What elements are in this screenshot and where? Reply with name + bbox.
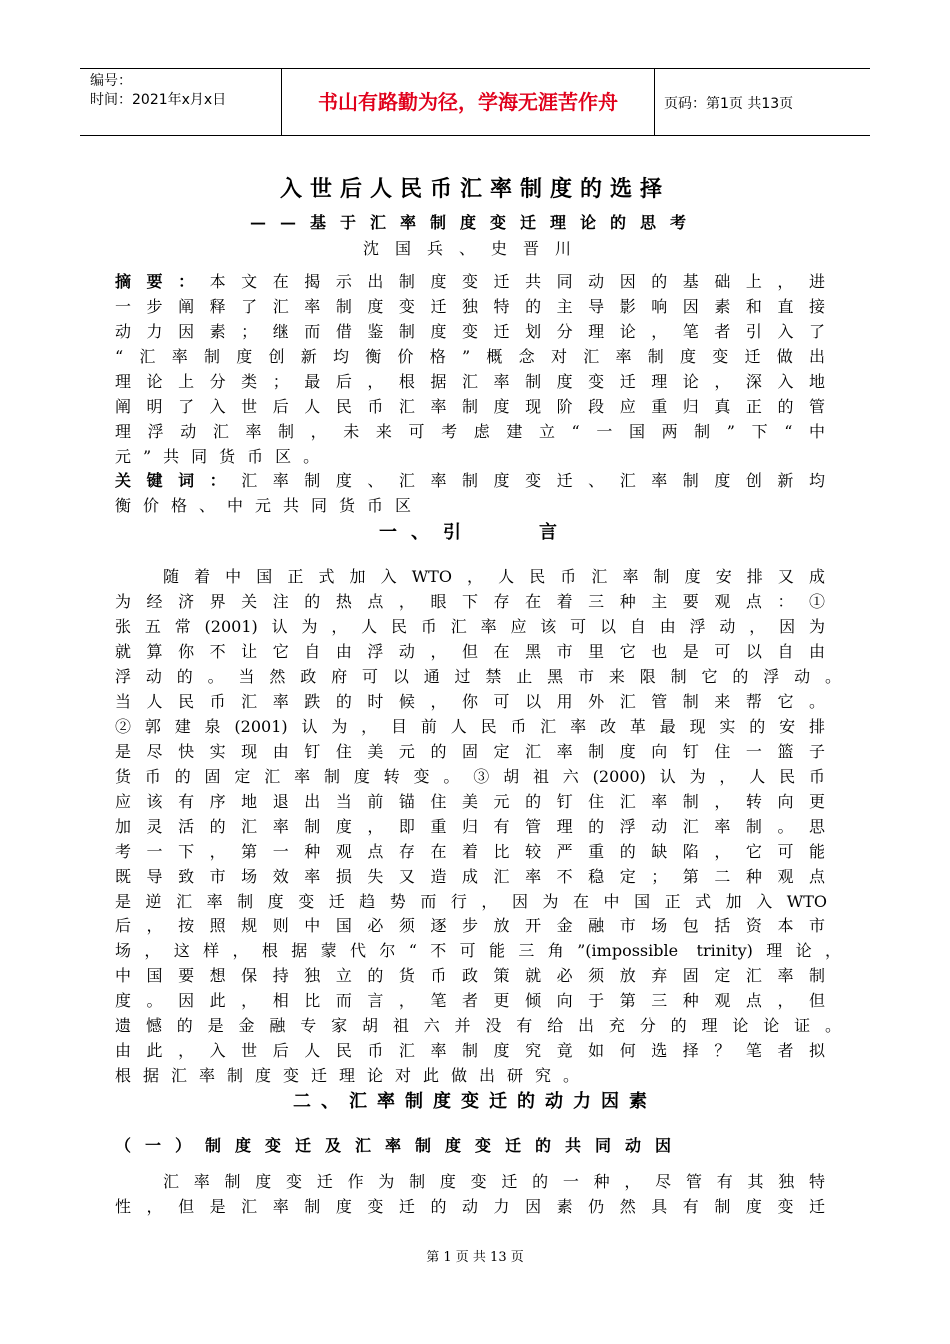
section-heading: 二、汇率制度变迁的动力因素 (293, 1091, 657, 1112)
abstract-line: 动力因素；继而借鉴制度变迁划分理论，笔者引入了 (115, 322, 825, 341)
keywords-line: 衡价格、中元共同货币区 (115, 496, 424, 515)
paper-authors: 沈国兵、史晋川 (362, 239, 587, 258)
body-line: 就算你不让它自由浮动，但在黑市里它也是可以自由 (115, 642, 825, 661)
body-line: 随着中国正式加入WTO，人民币汇率制度安排又成 (163, 567, 825, 586)
document-date-label: 时间：2021年x月x日 (90, 92, 227, 108)
keywords-label: 关键词： (115, 471, 242, 490)
keywords-line: 关键词：汇率制度、汇率制度变迁、汇率制度创新均 (115, 471, 825, 490)
abstract-line: 一步阐释了汇率制度变迁独特的主导影响因素和直接 (115, 297, 825, 316)
body-line: 遗憾的是金融专家胡祖六并没有给出充分的理论论证。 (115, 1016, 841, 1035)
abstract-line: 摘要：本文在揭示出制度变迁共同动因的基础上，进 (115, 272, 825, 291)
body-line: 货币的固定汇率制度转变。③胡祖六(2000)认为，人民币 (115, 767, 825, 786)
body-line: 为经济界关注的热点，眼下存在着三种主要观点：① (115, 592, 825, 611)
body-line: 加灵活的汇率制度，即重归有管理的浮动汇率制。思 (115, 817, 825, 836)
body-line: 是逆汇率制度变迁趋势而行，因为在中国正式加入WTO (115, 892, 827, 911)
page-footer: 第 1 页 共 13 页 (426, 1250, 524, 1265)
body-line: 根据汇率制度变迁理论对此做出研究。 (115, 1066, 592, 1085)
paper-subtitle: ——基于汇率制度变迁理论的思考 (249, 213, 700, 232)
abstract-label: 摘要： (115, 272, 210, 291)
body-line: 中国要想保持独立的货币政策就必须放弃固定汇率制 (115, 966, 825, 985)
body-line: 浮动的。当然政府可以通过禁止黑市来限制它的浮动。 (115, 667, 841, 686)
header-bottom-rule (80, 135, 870, 136)
body-line: 当人民币汇率跌的时候，你可以用外汇管制来帮它。 (115, 692, 825, 711)
body-line: 度。因此，相比而言，笔者更倾向于第三种观点，但 (115, 991, 825, 1010)
header-motto: 书山有路勤为径，学海无涯苦作舟 (318, 90, 618, 114)
abstract-line: “汇率制度创新均衡价格”概念对汇率制度变迁做出 (115, 347, 825, 366)
page-count-label: 页码：第1页 共13页 (664, 96, 794, 112)
body-line: 场，这样，根据蒙代尔“不可能三角”(impossible trinity)理论， (115, 941, 841, 960)
body-line: 张五常(2001)认为，人民币汇率应该可以自由浮动，因为 (115, 617, 825, 636)
body-line: 是尽快实现由钉住美元的固定汇率制度向钉住一篮子 (115, 742, 825, 761)
section-heading: 一、引 言 (379, 522, 571, 543)
header-divider-right (654, 68, 655, 136)
abstract-line: 阐明了入世后人民币汇率制度现阶段应重归真正的管 (115, 397, 825, 416)
body-line: 考一下，第一种观点存在着比较严重的缺陷，它可能 (115, 842, 825, 861)
body-line: 应该有序地退出当前锚住美元的钉住汇率制，转向更 (115, 792, 825, 811)
paper-title: 入世后人民币汇率制度的选择 (279, 176, 670, 202)
body-line: 性，但是汇率制度变迁的动力因素仍然具有制度变迁 (115, 1197, 825, 1216)
body-line: 由此，入世后人民币汇率制度究竟如何选择？笔者拟 (115, 1041, 825, 1060)
abstract-line: 理论上分类；最后，根据汇率制度变迁理论，深入地 (115, 372, 825, 391)
abstract-line: 理浮动汇率制，未来可考虑建立“一国两制”下“中 (115, 422, 825, 441)
subsection-heading: （一）制度变迁及汇率制度变迁的共同动因 (115, 1136, 686, 1155)
body-line: ②郭建泉(2001)认为，目前人民币汇率改革最现实的安排 (115, 717, 825, 736)
abstract-line: 元”共同货币区。 (115, 447, 332, 466)
body-line: 既导致市场效率损失又造成汇率不稳定；第二种观点 (115, 867, 825, 886)
header-top-rule (80, 68, 870, 69)
document-number-label: 编号： (90, 73, 132, 89)
body-line: 后，按照规则中国必须逐步放开金融市场包括资本市 (115, 916, 825, 935)
body-line: 汇率制度变迁作为制度变迁的一种，尽管有其独特 (163, 1172, 825, 1191)
